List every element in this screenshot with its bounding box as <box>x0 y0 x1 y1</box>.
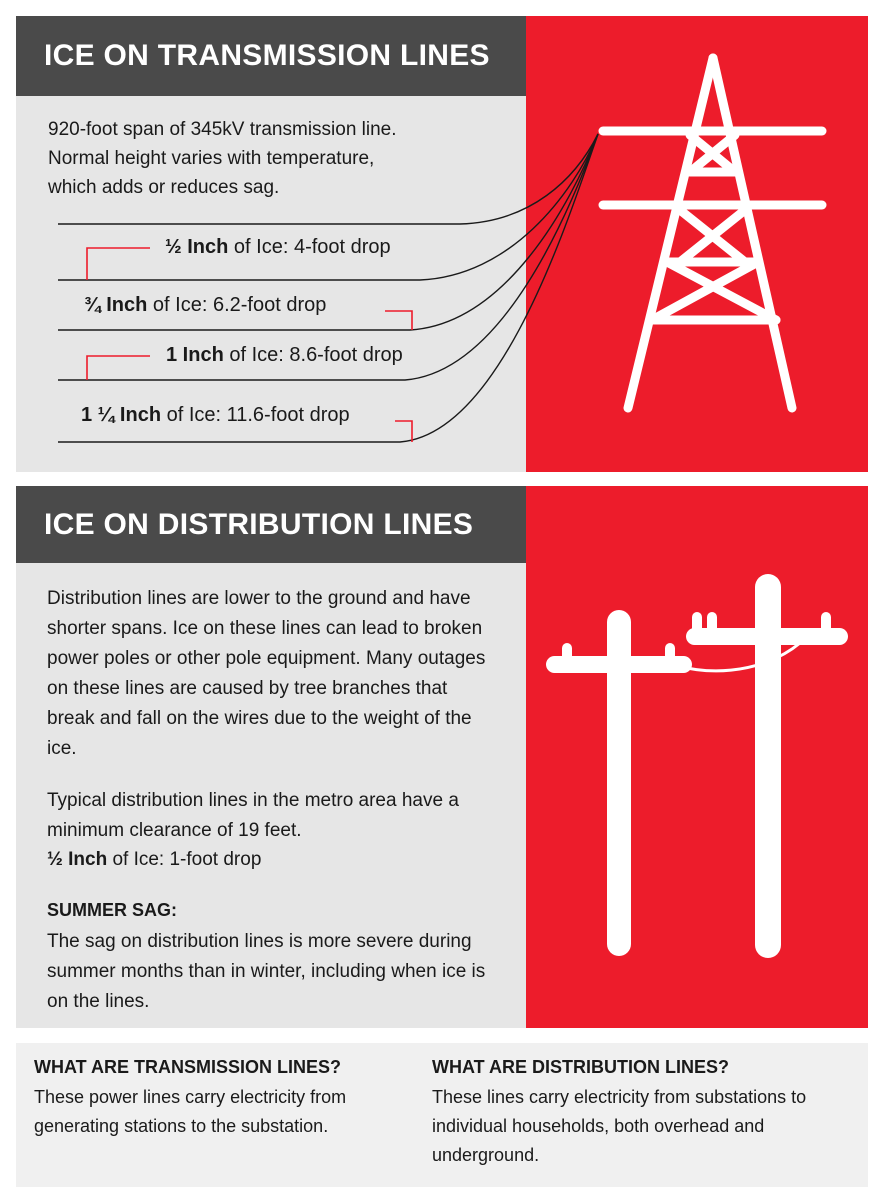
distribution-question: WHAT ARE DISTRIBUTION LINES? <box>432 1057 729 1077</box>
transmission-question: WHAT ARE TRANSMISSION LINES? <box>34 1057 341 1077</box>
summer-sag-text: The sag on distribution lines is more severe during summer months than in winter, including when ice is on the lines. <box>47 931 486 1012</box>
transmission-answer: These power lines carry electricity from generating stations to the substation. <box>34 1087 347 1136</box>
summer-sag-heading: SUMMER SAG: <box>47 900 177 920</box>
distribution-answer: These lines carry electricity from substations to individual households, both overhead and underground. <box>432 1087 807 1165</box>
distribution-clearance: Typical distribution lines in the metro area have a minimum clearance of 19 feet. <box>47 790 459 841</box>
sag-label-one-inch: 1 Inch of Ice: 8.6-foot drop <box>166 344 403 366</box>
transmission-intro: 920-foot span of 345kV transmission line. Normal height varies with temperature, which adds or reduces sag. <box>48 119 397 198</box>
sag-label-half-inch: ½ Inch of Ice: 4-foot drop <box>165 236 391 258</box>
distribution-title: ICE ON DISTRIBUTION LINES <box>16 486 526 563</box>
transmission-title: ICE ON TRANSMISSION LINES <box>16 16 526 96</box>
distribution-ice-drop: ½ Inch of Ice: 1-foot drop <box>47 849 262 870</box>
distribution-description: Distribution lines are lower to the ground and have shorter spans. Ice on these lines can lead to broken power poles or other pole equipment. Many outages on these lines are caused by tree branches that break and fall on the wires due to the weight of the ice. <box>47 588 486 759</box>
sag-label-one-quarter-inch: 1 ¼ Inch of Ice: 11.6-foot drop <box>81 404 350 426</box>
sag-label-three-quarter-inch: ¾ Inch of Ice: 6.2-foot drop <box>84 294 327 316</box>
